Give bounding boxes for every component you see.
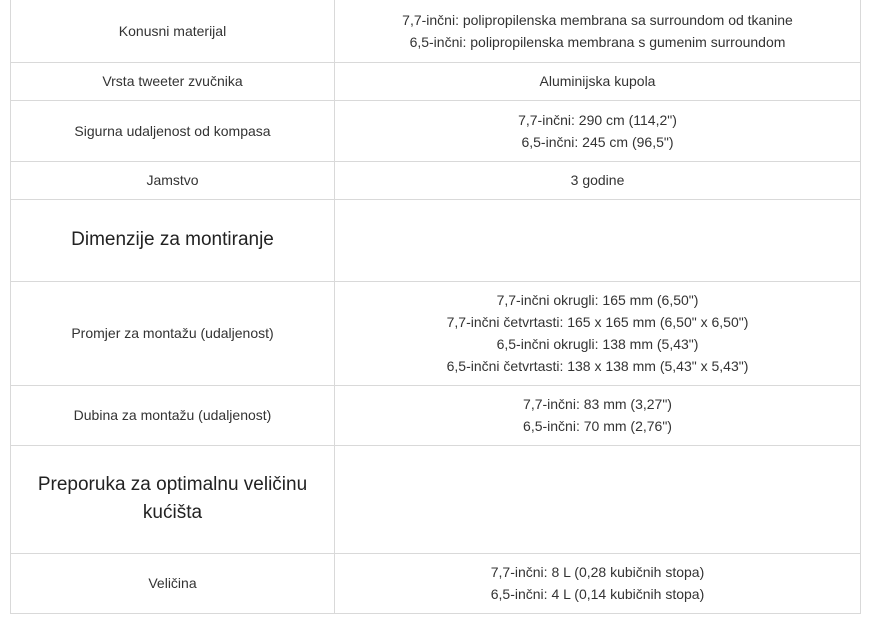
spec-value-line: 6,5-inčni: polipropilenska membrana s gumenim surroundom [409,33,786,50]
spec-value [335,0,861,62]
section-heading-line: Preporuka za optimalnu veličinu [37,474,308,495]
table-row [11,161,861,199]
spec-value-line: 6,5-inčni: 245 cm (96,5") [521,133,674,150]
table-row [11,0,861,62]
spec-value-line: 7,7-inčni četvrtasti: 165 x 165 mm (6,50" x 6,50") [446,314,749,330]
spec-label: Jamstvo [11,161,335,199]
spec-value-line: 7,7-inčni: polipropilenska membrana sa surroundom od tkanine [402,11,793,28]
table-row [11,553,861,613]
spec-value [335,385,861,445]
spec-label: Dubina za montažu (udaljenost) [11,385,335,445]
empty-cell [335,199,861,281]
table-row [11,385,861,445]
section-row [11,199,861,281]
spec-value-line: 3 godine [570,172,625,188]
spec-label: Vrsta tweeter zvučnika [11,62,335,100]
table-row [11,100,861,161]
spec-value-line: 6,5-inčni četvrtasti: 138 x 138 mm (5,43" x 5,43") [446,358,749,374]
spec-label: Veličina [11,553,335,613]
spec-value-line: 7,7-inčni: 290 cm (114,2") [518,111,677,128]
section-heading: Dimenzije za montiranje [11,199,335,281]
spec-value-line: 7,7-inčni okrugli: 165 mm (6,50") [496,292,699,308]
section-row [11,445,861,553]
spec-value [335,62,861,100]
spec-value-line: 6,5-inčni okrugli: 138 mm (5,43") [496,336,699,352]
spec-value [335,100,861,161]
table-row [11,62,861,100]
spec-value-line: 6,5-inčni: 70 mm (2,76") [523,418,672,434]
spec-label: Promjer za montažu (udaljenost) [11,281,335,385]
empty-cell [335,445,861,553]
spec-value [335,553,861,613]
spec-value-line: 6,5-inčni: 4 L (0,14 kubičnih stopa) [490,586,705,602]
spec-value [335,161,861,199]
section-heading [11,445,335,553]
section-heading-line: kućišta [142,502,203,523]
spec-value [335,281,861,385]
spec-value-line: 7,7-inčni: 8 L (0,28 kubičnih stopa) [490,564,705,580]
spec-value-line: 7,7-inčni: 83 mm (3,27") [523,396,672,412]
table-row [11,281,861,385]
specifications-table [10,0,861,614]
spec-value-line: Aluminijska kupola [539,73,656,89]
spec-label: Sigurna udaljenost od kompasa [11,100,335,161]
spec-label: Konusni materijal [11,0,335,62]
